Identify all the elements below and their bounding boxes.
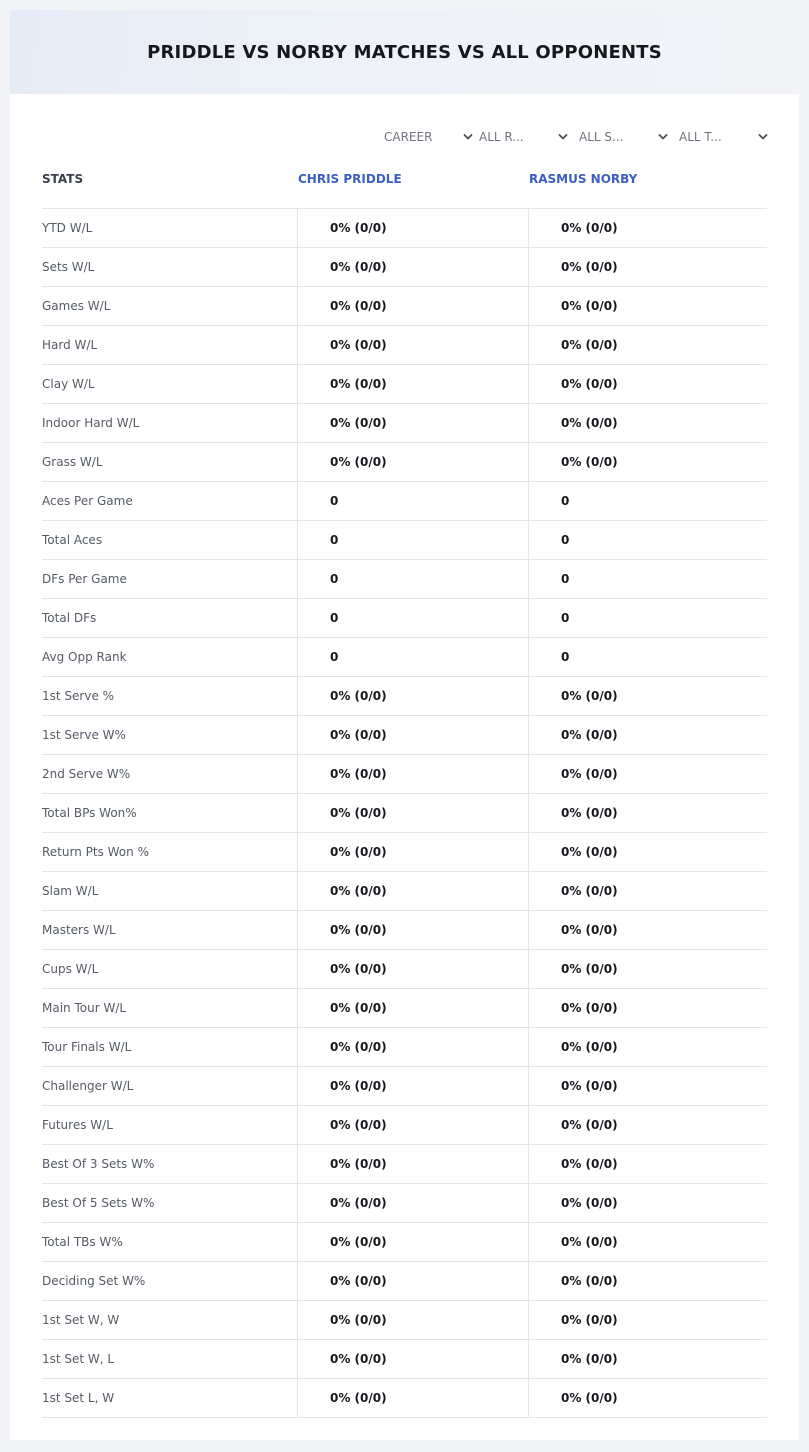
player2-value: 0% (0/0) <box>528 1301 767 1339</box>
stat-label: Cups W/L <box>42 962 99 976</box>
chevron-down-icon <box>657 131 669 143</box>
player2-value: 0% (0/0) <box>528 1067 767 1105</box>
stat-label: Total DFs <box>42 611 97 625</box>
table-row <box>42 248 767 287</box>
chevron-down-icon <box>462 131 474 143</box>
player1-value: 0 <box>297 482 528 520</box>
player2-value: 0% (0/0) <box>528 716 767 754</box>
player2-value: 0% (0/0) <box>528 1106 767 1144</box>
stat-label: Avg Opp Rank <box>42 650 127 664</box>
filter-period-label: CAREER <box>384 130 433 144</box>
stat-label: Tour Finals W/L <box>42 1040 132 1054</box>
player1-link[interactable]: CHRIS PRIDDLE <box>298 172 402 186</box>
stat-label: Masters W/L <box>42 923 116 937</box>
player1-value: 0% (0/0) <box>297 677 528 715</box>
table-row <box>42 326 767 365</box>
stat-label: Aces Per Game <box>42 494 133 508</box>
player2-value: 0 <box>528 521 767 559</box>
table-row <box>42 599 767 638</box>
stat-label: 1st Set W, L <box>42 1352 115 1366</box>
player2-link[interactable]: RASMUS NORBY <box>529 172 638 186</box>
stat-label: Grass W/L <box>42 455 103 469</box>
player1-value: 0% (0/0) <box>297 950 528 988</box>
table-row <box>42 1262 767 1301</box>
table-row <box>42 482 767 521</box>
filter-round-label: ALL R... <box>479 130 524 144</box>
player2-value: 0% (0/0) <box>528 1184 767 1222</box>
stat-label: Sets W/L <box>42 260 95 274</box>
player1-value: 0% (0/0) <box>297 1301 528 1339</box>
table-row <box>42 521 767 560</box>
page-title: PRIDDLE VS NORBY MATCHES VS ALL OPPONENTS <box>147 41 662 63</box>
table-row <box>42 287 767 326</box>
player2-value: 0% (0/0) <box>528 443 767 481</box>
player1-value: 0% (0/0) <box>297 1145 528 1183</box>
player2-value: 0% (0/0) <box>528 1223 767 1261</box>
player1-value: 0% (0/0) <box>297 911 528 949</box>
table-row <box>42 755 767 794</box>
stat-label: Total Aces <box>42 533 103 547</box>
stat-label: DFs Per Game <box>42 572 127 586</box>
table-row <box>42 911 767 950</box>
stat-label: Best Of 5 Sets W% <box>42 1196 155 1210</box>
stat-label: Challenger W/L <box>42 1079 134 1093</box>
player2-value: 0% (0/0) <box>528 911 767 949</box>
player2-value: 0% (0/0) <box>528 287 767 325</box>
stat-label: 1st Serve W% <box>42 728 126 742</box>
stat-label: 1st Set W, W <box>42 1313 120 1327</box>
player1-value: 0% (0/0) <box>297 443 528 481</box>
player2-value: 0 <box>528 599 767 637</box>
filter-tournament-label: ALL T... <box>679 130 722 144</box>
table-row <box>42 1340 767 1379</box>
player1-value: 0% (0/0) <box>297 209 528 247</box>
table-row <box>42 872 767 911</box>
table-row <box>42 1028 767 1067</box>
player1-value: 0% (0/0) <box>297 872 528 910</box>
table-row <box>42 989 767 1028</box>
table-row <box>42 404 767 443</box>
table-row <box>42 716 767 755</box>
table-row <box>42 1301 767 1340</box>
player2-value: 0% (0/0) <box>528 365 767 403</box>
player1-value: 0 <box>297 638 528 676</box>
player1-value: 0% (0/0) <box>297 1379 528 1417</box>
table-row <box>42 833 767 872</box>
filter-tournament-select[interactable] <box>679 126 769 148</box>
table-row <box>42 1184 767 1223</box>
player2-value: 0% (0/0) <box>528 1145 767 1183</box>
table-row <box>42 1379 767 1418</box>
stat-label: Return Pts Won % <box>42 845 149 859</box>
player1-value: 0% (0/0) <box>297 326 528 364</box>
stat-label: Main Tour W/L <box>42 1001 127 1015</box>
player1-value: 0% (0/0) <box>297 1067 528 1105</box>
stat-label: 2nd Serve W% <box>42 767 131 781</box>
player1-value: 0% (0/0) <box>297 248 528 286</box>
player1-value: 0% (0/0) <box>297 365 528 403</box>
chevron-down-icon <box>757 131 769 143</box>
player2-value: 0% (0/0) <box>528 248 767 286</box>
player2-value: 0% (0/0) <box>528 209 767 247</box>
table-row <box>42 638 767 677</box>
player1-value: 0% (0/0) <box>297 287 528 325</box>
player2-value: 0% (0/0) <box>528 404 767 442</box>
player1-value: 0% (0/0) <box>297 1223 528 1261</box>
stat-label: Deciding Set W% <box>42 1274 146 1288</box>
table-row <box>42 794 767 833</box>
filter-period-select[interactable] <box>384 126 474 148</box>
table-row <box>42 1067 767 1106</box>
stats-card <box>10 10 799 1440</box>
table-row <box>42 560 767 599</box>
table-row <box>42 950 767 989</box>
stat-label: YTD W/L <box>42 221 93 235</box>
player1-value: 0% (0/0) <box>297 1106 528 1144</box>
player1-value: 0% (0/0) <box>297 404 528 442</box>
player2-value: 0% (0/0) <box>528 833 767 871</box>
player2-value: 0% (0/0) <box>528 950 767 988</box>
player1-value: 0% (0/0) <box>297 1028 528 1066</box>
player2-value: 0% (0/0) <box>528 989 767 1027</box>
player1-value: 0% (0/0) <box>297 755 528 793</box>
filter-surface-label: ALL S... <box>579 130 624 144</box>
stat-label: Hard W/L <box>42 338 98 352</box>
stat-label: 1st Serve % <box>42 689 115 703</box>
table-row <box>42 209 767 248</box>
stat-label: Total TBs W% <box>42 1235 123 1249</box>
table-row <box>42 1145 767 1184</box>
table-row <box>42 443 767 482</box>
filter-surface-select[interactable] <box>579 126 669 148</box>
stat-label: Total BPs Won% <box>42 806 137 820</box>
stat-label: Futures W/L <box>42 1118 113 1132</box>
table-row <box>42 677 767 716</box>
stat-label: Best Of 3 Sets W% <box>42 1157 155 1171</box>
table-row <box>42 1106 767 1145</box>
player2-value: 0% (0/0) <box>528 1340 767 1378</box>
table-row <box>42 365 767 404</box>
player2-value: 0% (0/0) <box>528 872 767 910</box>
stat-label: Clay W/L <box>42 377 95 391</box>
filter-bar <box>10 126 799 148</box>
player1-value: 0% (0/0) <box>297 833 528 871</box>
player1-value: 0% (0/0) <box>297 1262 528 1300</box>
stat-label: Games W/L <box>42 299 111 313</box>
player1-value: 0 <box>297 521 528 559</box>
table-row <box>42 1223 767 1262</box>
table-header <box>42 172 767 208</box>
player1-value: 0% (0/0) <box>297 1184 528 1222</box>
player2-value: 0% (0/0) <box>528 677 767 715</box>
player2-value: 0 <box>528 482 767 520</box>
stats-column-header: STATS <box>42 172 84 186</box>
stat-label: Indoor Hard W/L <box>42 416 140 430</box>
stats-table-body <box>42 208 767 1418</box>
player2-value: 0 <box>528 560 767 598</box>
card-header <box>10 10 799 94</box>
player2-value: 0% (0/0) <box>528 755 767 793</box>
stat-label: Slam W/L <box>42 884 99 898</box>
player2-value: 0% (0/0) <box>528 1028 767 1066</box>
player1-value: 0% (0/0) <box>297 716 528 754</box>
player1-value: 0% (0/0) <box>297 1340 528 1378</box>
player1-value: 0 <box>297 599 528 637</box>
player2-value: 0 <box>528 638 767 676</box>
player1-value: 0% (0/0) <box>297 794 528 832</box>
player2-value: 0% (0/0) <box>528 1262 767 1300</box>
player1-value: 0% (0/0) <box>297 989 528 1027</box>
player1-value: 0 <box>297 560 528 598</box>
player2-value: 0% (0/0) <box>528 794 767 832</box>
chevron-down-icon <box>557 131 569 143</box>
stat-label: 1st Set L, W <box>42 1391 115 1405</box>
filter-round-select[interactable] <box>479 126 569 148</box>
player2-value: 0% (0/0) <box>528 326 767 364</box>
player2-value: 0% (0/0) <box>528 1379 767 1417</box>
